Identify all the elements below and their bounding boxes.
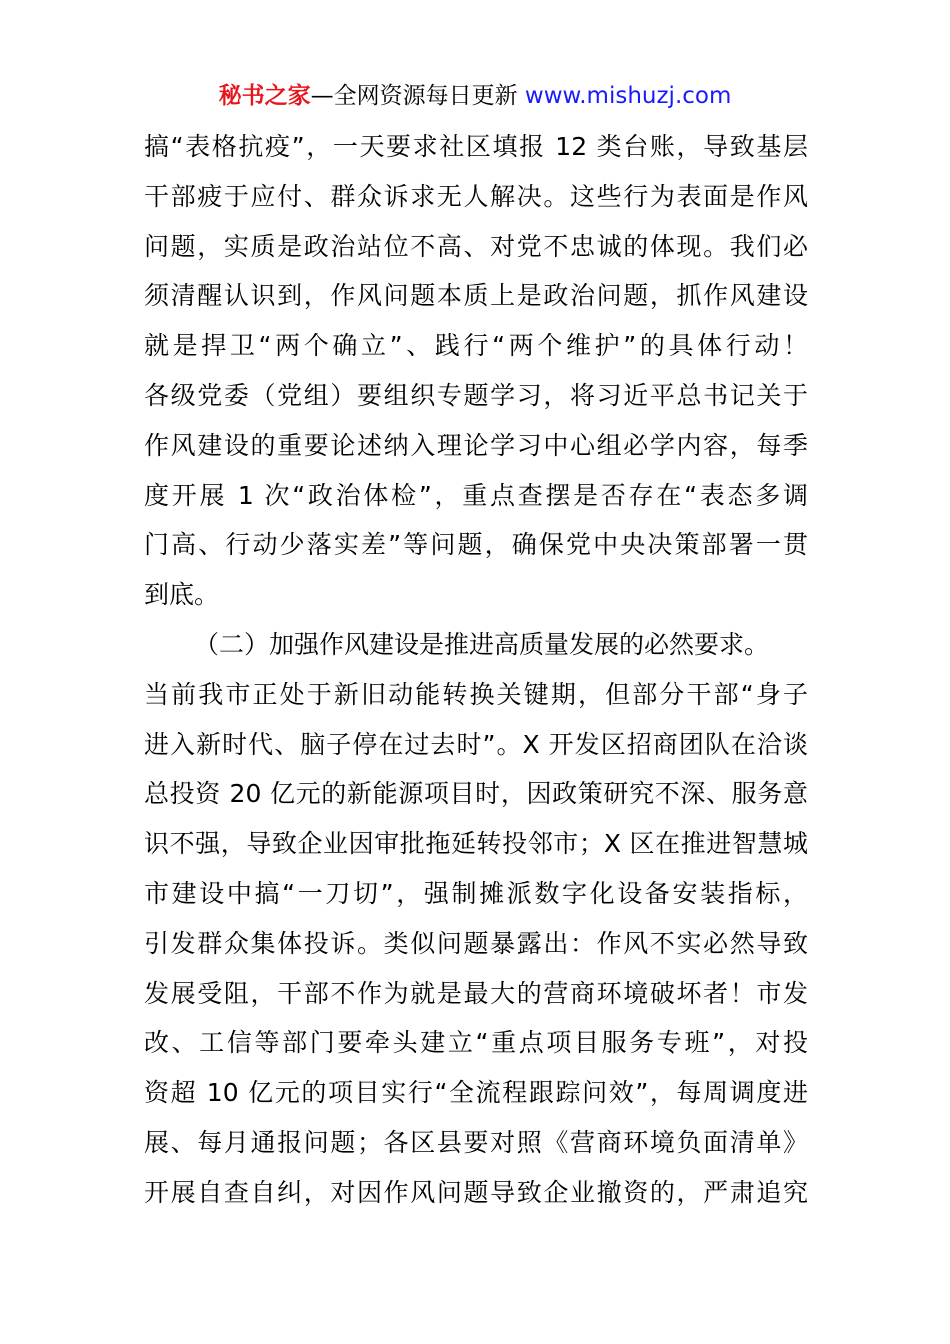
text-line: 门高、行动少落实差”等问题，确保党中央决策部署一贯 bbox=[144, 530, 808, 560]
text-line: 总投资 20 亿元的新能源项目时，因政策研究不深、服务意 bbox=[144, 779, 808, 809]
text-line: 改、工信等部门要牵头建立“重点项目服务专班”，对投 bbox=[144, 1028, 808, 1058]
header-tagline: —全网资源每日更新 bbox=[310, 83, 525, 109]
section-heading: （二）加强作风建设是推进高质量发展的必然要求。 bbox=[194, 629, 770, 659]
text-line: 当前我市正处于新旧动能转换关键期，但部分干部“身子 bbox=[144, 679, 808, 709]
page-header bbox=[0, 78, 950, 114]
text-line: 度开展 1 次“政治体检”，重点查摆是否存在“表态多调 bbox=[144, 480, 808, 510]
site-url[interactable]: www.mishuzj.com bbox=[524, 83, 732, 109]
text-line: 发展受阻，干部不作为就是最大的营商环境破坏者！市发 bbox=[144, 978, 808, 1008]
text-line: 开展自查自纠，对因作风问题导致企业撤资的，严肃追究 bbox=[144, 1177, 808, 1207]
brand-name: 秘书之家 bbox=[218, 83, 311, 109]
text-line: 资超 10 亿元的项目实行“全流程跟踪问效”，每周调度进 bbox=[144, 1078, 808, 1108]
text-line: 引发群众集体投诉。类似问题暴露出：作风不实必然导致 bbox=[144, 928, 808, 958]
document-body bbox=[144, 122, 808, 1218]
text-line: 进入新时代、脑子停在过去时”。X 开发区招商团队在洽谈 bbox=[144, 729, 808, 759]
text-line: 到底。 bbox=[144, 580, 220, 610]
text-line: 问题，实质是政治站位不高、对党不忠诚的体现。我们必 bbox=[144, 231, 808, 261]
text-line: 展、每月通报问题；各区县要对照《营商环境负面清单》 bbox=[144, 1127, 808, 1157]
text-line: 搞“表格抗疫”，一天要求社区填报 12 类台账，导致基层 bbox=[144, 132, 808, 161]
text-line: 就是捍卫“两个确立”、践行“两个维护”的具体行动！ bbox=[144, 331, 808, 361]
text-line: 作风建设的重要论述纳入理论学习中心组必学内容，每季 bbox=[144, 430, 808, 460]
text-line: 须清醒认识到，作风问题本质上是政治问题，抓作风建设 bbox=[144, 281, 808, 311]
text-line: 干部疲于应付、群众诉求无人解决。这些行为表面是作风 bbox=[144, 181, 808, 211]
text-line: 识不强，导致企业因审批拖延转投邻市；X 区在推进智慧城 bbox=[144, 829, 808, 859]
text-line: 各级党委（党组）要组织专题学习，将习近平总书记关于 bbox=[144, 380, 808, 410]
text-line: 市建设中搞“一刀切”，强制摊派数字化设备安装指标， bbox=[144, 878, 808, 908]
